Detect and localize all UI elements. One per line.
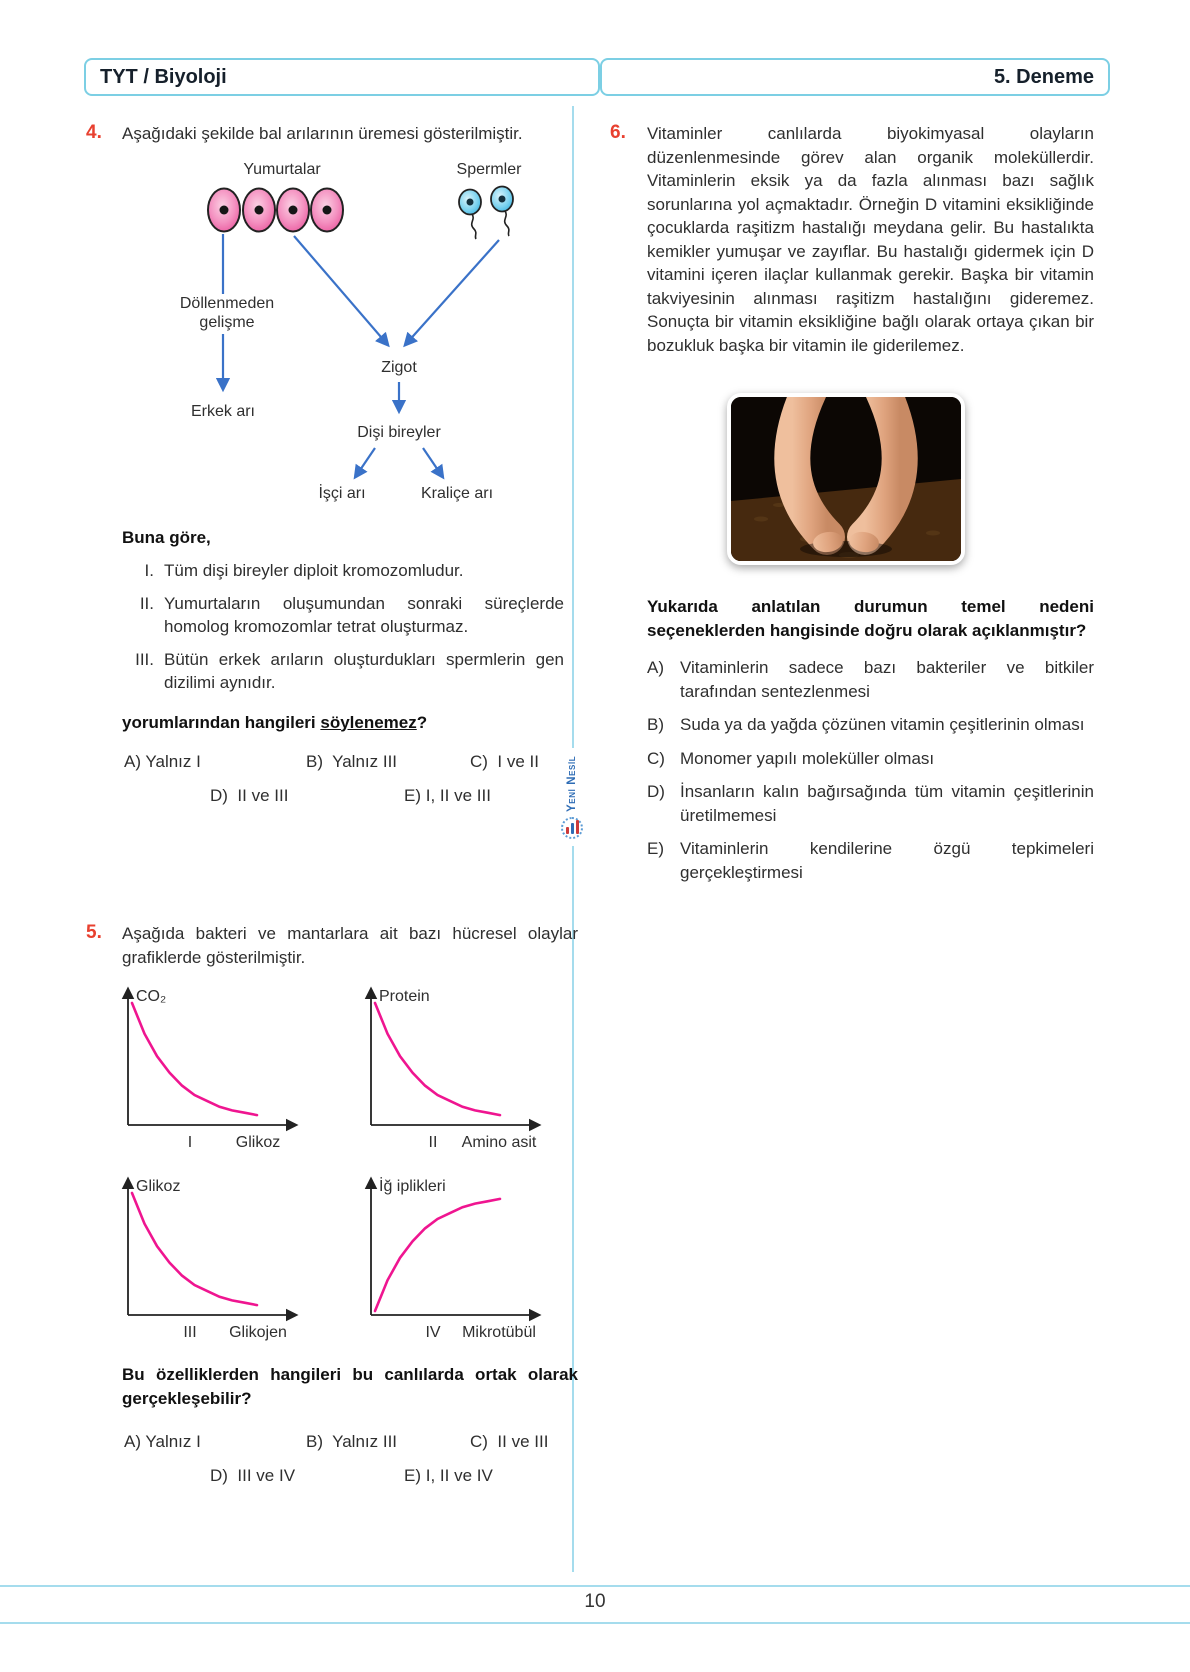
male-bee-label: Erkek arı bbox=[190, 402, 256, 420]
graph-numeral: II bbox=[428, 1134, 438, 1151]
queen-bee-label: Kraliçe arı bbox=[420, 484, 494, 502]
graph-III bbox=[98, 1165, 323, 1343]
curve bbox=[132, 1003, 257, 1115]
y-axis-label: CO₂ bbox=[136, 988, 167, 1005]
curve bbox=[375, 1199, 500, 1311]
graph-numeral: IV bbox=[425, 1324, 441, 1341]
question-4-item-3 bbox=[122, 648, 564, 695]
graphs-grid bbox=[98, 975, 578, 1343]
item-numeral: I. bbox=[144, 561, 154, 580]
q6-option-c: C) Monomer yapılı moleküller olması bbox=[647, 748, 935, 768]
egg-cells bbox=[208, 188, 343, 231]
question-4-options-row-1 bbox=[122, 750, 564, 776]
page-number: 10 bbox=[584, 1591, 606, 1612]
graph-IV bbox=[341, 1165, 566, 1343]
item-text: Bütün erkek arıların oluşturdukları spermlerin gen dizilimi aynıdır. bbox=[164, 649, 564, 692]
q5-option-a: A) Yalnız I bbox=[124, 1432, 201, 1451]
x-axis-label: Amino asit bbox=[461, 1134, 537, 1151]
item-numeral: II. bbox=[139, 593, 154, 613]
q4-option-e: E) I, II ve III bbox=[404, 786, 491, 805]
q5-option-c: C) II ve III bbox=[470, 1432, 549, 1451]
y-axis-label: Glikoz bbox=[136, 1178, 181, 1195]
no-fertilization-label-line1: Döllenmeden bbox=[179, 294, 275, 312]
question-4 bbox=[86, 122, 562, 810]
publisher-name: Yeni Nesil bbox=[566, 755, 578, 812]
question-6-options bbox=[647, 656, 1094, 884]
worker-bee-label: İşçi arı bbox=[318, 484, 366, 502]
question-5-options-row-1 bbox=[122, 1430, 578, 1456]
graph-I bbox=[98, 975, 323, 1153]
item-numeral: III. bbox=[135, 649, 154, 669]
no-fertilization-label-line2: gelişme bbox=[199, 313, 255, 331]
right-column bbox=[610, 122, 1094, 894]
graph-numeral: III bbox=[183, 1324, 197, 1341]
question-6-stem: Yukarıda anlatılan durumun temel nedeni seçeneklerden hangisinde doğru olarak açıklanmıştır? bbox=[647, 597, 1094, 640]
question-6-number: 6. bbox=[610, 122, 626, 143]
q4-option-b: B) Yalnız III bbox=[306, 752, 398, 771]
question-5-options-row-2 bbox=[122, 1464, 578, 1490]
question-5 bbox=[86, 922, 578, 1490]
sperm-cells bbox=[459, 186, 513, 239]
question-4-stem: yorumlarından hangileri söylenemez? bbox=[122, 712, 428, 732]
curve bbox=[132, 1193, 257, 1305]
test-title: 5. Deneme bbox=[993, 65, 1094, 88]
q5-option-b: B) Yalnız III bbox=[306, 1432, 398, 1451]
x-axis-label: Glikojen bbox=[229, 1324, 287, 1341]
q4-option-c: C) I ve II bbox=[470, 752, 539, 771]
item-text: Tüm dişi bireyler diploit kromozomludur. bbox=[164, 561, 464, 580]
y-axis-label: Protein bbox=[379, 988, 430, 1005]
q6-option-a: A) Vitaminlerin sadece bazı bakteriler ve bitkiler tarafından sentezlenmesi bbox=[647, 658, 1094, 701]
q5-option-d: D) III ve IV bbox=[210, 1466, 296, 1485]
question-5-wrapper bbox=[86, 922, 578, 1490]
question-5-stem: Bu özelliklerden hangileri bu canlılarda ortak olarak gerçekleşebilir? bbox=[122, 1365, 578, 1408]
footer-line-top bbox=[0, 1585, 1190, 1587]
x-axis-label: Mikrotübül bbox=[462, 1324, 536, 1341]
x-axis-label: Glikoz bbox=[235, 1134, 281, 1151]
graph-II bbox=[341, 975, 566, 1153]
underlined-word: söylenemez bbox=[320, 712, 417, 732]
publisher-logo-icon bbox=[561, 817, 583, 839]
rickets-photo-illustration bbox=[731, 397, 961, 561]
zygote-label: Zigot bbox=[381, 358, 417, 376]
q6-option-e: E) Vitaminlerin kendilerine özgü tepkimeleri gerçekleştirmesi bbox=[647, 839, 1094, 882]
header-subject-box bbox=[84, 58, 600, 96]
question-4-number: 4. bbox=[86, 122, 102, 143]
header-test-box bbox=[600, 58, 1110, 96]
rickets-photo bbox=[727, 393, 965, 565]
question-4-intro: Aşağıdaki şekilde bal arılarının üremesi gösterilmiştir. bbox=[122, 124, 523, 143]
question-4-lead: Buna göre, bbox=[122, 527, 211, 547]
question-6-intro: Vitaminler canlılarda biyokimyasal olayların düzenlenmesinde görev alan organik moleküllerdir. Vitaminlerin eksik ya da fazla alınması bazı sağlık sorunlarına yol açmaktadır. Örneğin D vitamini eksikliğinde çocuklarda raşitizm hastalığı meydana gelir. Bu hastalıkta kemikler yumuşar ve zayıflar. Bu hastalığı gidermek için D vitamini içeren ilaçlar kullanmak gerekir. Başka bir vitamin takviyesinin alınması raşitizm hastalığını gideremez. Sonuçta bir vitamin eksikliğine bağlı olarak ortaya çıkan bir bozukluk başka bir vitamin ile giderilemez. bbox=[647, 124, 1094, 355]
q5-option-e: E) I, II ve IV bbox=[404, 1466, 493, 1485]
question-5-number: 5. bbox=[86, 922, 102, 943]
question-6 bbox=[610, 122, 1094, 894]
column-divider-top bbox=[572, 106, 574, 748]
item-text: Yumurtaların oluşumundan sonraki süreçlerde homolog kromozomlar tetrat oluşturmaz. bbox=[164, 593, 564, 636]
bee-reproduction-diagram bbox=[86, 148, 564, 510]
q6-option-d: D) İnsanların kalın bağırsağında tüm vitamin çeşitlerinin üretilmemesi bbox=[647, 782, 1094, 825]
sperms-label: Spermler bbox=[456, 160, 522, 178]
q4-option-d: D) II ve III bbox=[210, 786, 289, 805]
curve bbox=[375, 1003, 500, 1115]
question-4-item-1 bbox=[122, 559, 564, 583]
y-axis-label: İğ iplikleri bbox=[379, 1178, 446, 1195]
question-4-options-row-2 bbox=[122, 784, 564, 810]
female-individuals-label: Dişi bireyler bbox=[357, 423, 441, 441]
q4-option-a: A) Yalnız I bbox=[124, 752, 201, 771]
question-5-intro: Aşağıda bakteri ve mantarlara ait bazı hücresel olaylar grafiklerde gösterilmiştir. bbox=[122, 924, 578, 967]
footer-line-bottom bbox=[0, 1622, 1190, 1624]
question-4-item-2 bbox=[122, 592, 564, 639]
graph-numeral: I bbox=[187, 1134, 193, 1151]
eggs-label: Yumurtalar bbox=[243, 160, 321, 178]
q6-option-b: B) Suda ya da yağda çözünen vitamin çeşitlerinin olması bbox=[647, 715, 1085, 734]
subject-title: TYT / Biyoloji bbox=[100, 65, 227, 88]
